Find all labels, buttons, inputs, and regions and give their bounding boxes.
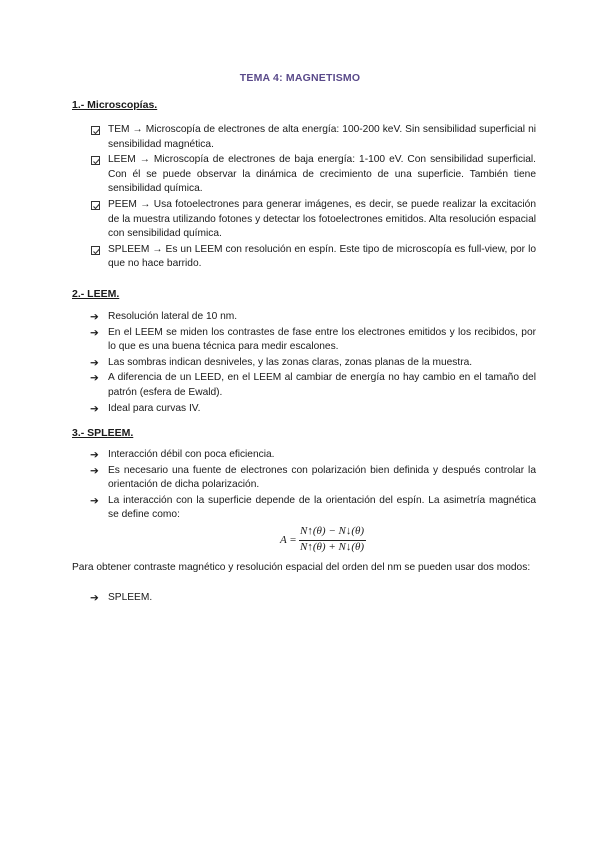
page-title: TEMA 4: MAGNETISMO xyxy=(239,72,361,84)
spleem-list xyxy=(90,448,536,523)
list-item: ➔ Interacción débil con poca eficiencia. xyxy=(90,449,275,461)
check-box-icon xyxy=(91,156,100,165)
arrow-icon: ➔ xyxy=(90,449,99,461)
list-item: LEEM → Microscopía de electrones de baja energía: 1-100 eV. Con sensibilidad superficial. Con él se puede observar la dinámica de crecimiento de una superficie. También tiene sensibilidad química. xyxy=(90,153,536,197)
modes-list xyxy=(90,591,536,606)
microscopias-list xyxy=(90,123,536,272)
formula-denominator: N↑(θ) + N↓(θ) xyxy=(300,541,365,553)
formula-numerator: N↑(θ) − N↓(θ) xyxy=(300,525,365,537)
leem-list xyxy=(90,310,536,416)
list-item: ➔ La interacción con la superficie depende de la orientación del espín. La asimetría magnética se define como: xyxy=(90,494,536,521)
list-item: ➔ A diferencia de un LEED, en el LEEM al cambiar de energía no hay cambio en el tamaño del patrón (esfera de Ewald). xyxy=(90,372,536,398)
list-item: PEEM → Usa fotoelectrones para generar imágenes, es decir, se puede realizar la excitación de la muestra utilizando fotones y detectar los fotoelectrones emitidos. Alta resolución espacial con sensibilidad química. xyxy=(90,198,536,242)
list-item: ➔ SPLEEM. xyxy=(90,592,153,604)
body-paragraph: Para obtener contraste magnético y resolución espacial del orden del nm se pueden usar dos modos: xyxy=(72,562,531,573)
arrow-icon: ➔ xyxy=(90,464,99,477)
arrow-icon: ➔ xyxy=(90,326,99,339)
arrow-icon: ➔ xyxy=(90,402,99,415)
check-box-icon xyxy=(91,201,100,210)
formula-lhs: A = xyxy=(280,534,297,546)
list-item: ➔ En el LEEM se miden los contrastes de fase entre los electrones emitidos y los recibidos, por lo que es una buena técnica para medir escalones. xyxy=(90,326,536,353)
arrow-icon: ➔ xyxy=(90,311,99,323)
check-box-icon xyxy=(91,246,100,255)
arrow-icon: ➔ xyxy=(90,356,99,369)
section-heading-spleem: 3.- SPLEEM. xyxy=(72,427,134,439)
arrow-icon: ➔ xyxy=(90,494,99,507)
list-item: ➔ Ideal para curvas IV. xyxy=(90,402,201,415)
list-item: SPLEEM → Es un LEEM con resolución en espín. Este tipo de microscopía es full-view, por lo que no hace barrido. xyxy=(90,243,536,272)
check-box-icon xyxy=(91,126,100,135)
asymmetry-formula xyxy=(280,525,390,559)
arrow-icon: ➔ xyxy=(90,592,99,604)
section-heading-leem: 2.- LEEM. xyxy=(72,288,120,300)
list-item: TEM → Microscopía de electrones de alta energía: 100-200 keV. Sin sensibilidad superficial ni sensibilidad magnética. xyxy=(90,123,536,152)
list-item: ➔ Las sombras indican desniveles, y las zonas claras, zonas planas de la muestra. xyxy=(90,356,473,369)
arrow-icon: ➔ xyxy=(90,372,99,385)
list-item: ➔ Resolución lateral de 10 nm. xyxy=(90,311,238,323)
section-heading-microscopias: 1.- Microscopías. xyxy=(72,99,158,111)
list-item: ➔ Es necesario una fuente de electrones con polarización bien definida y después controlar la orientación de dicha polarización. xyxy=(90,464,536,491)
